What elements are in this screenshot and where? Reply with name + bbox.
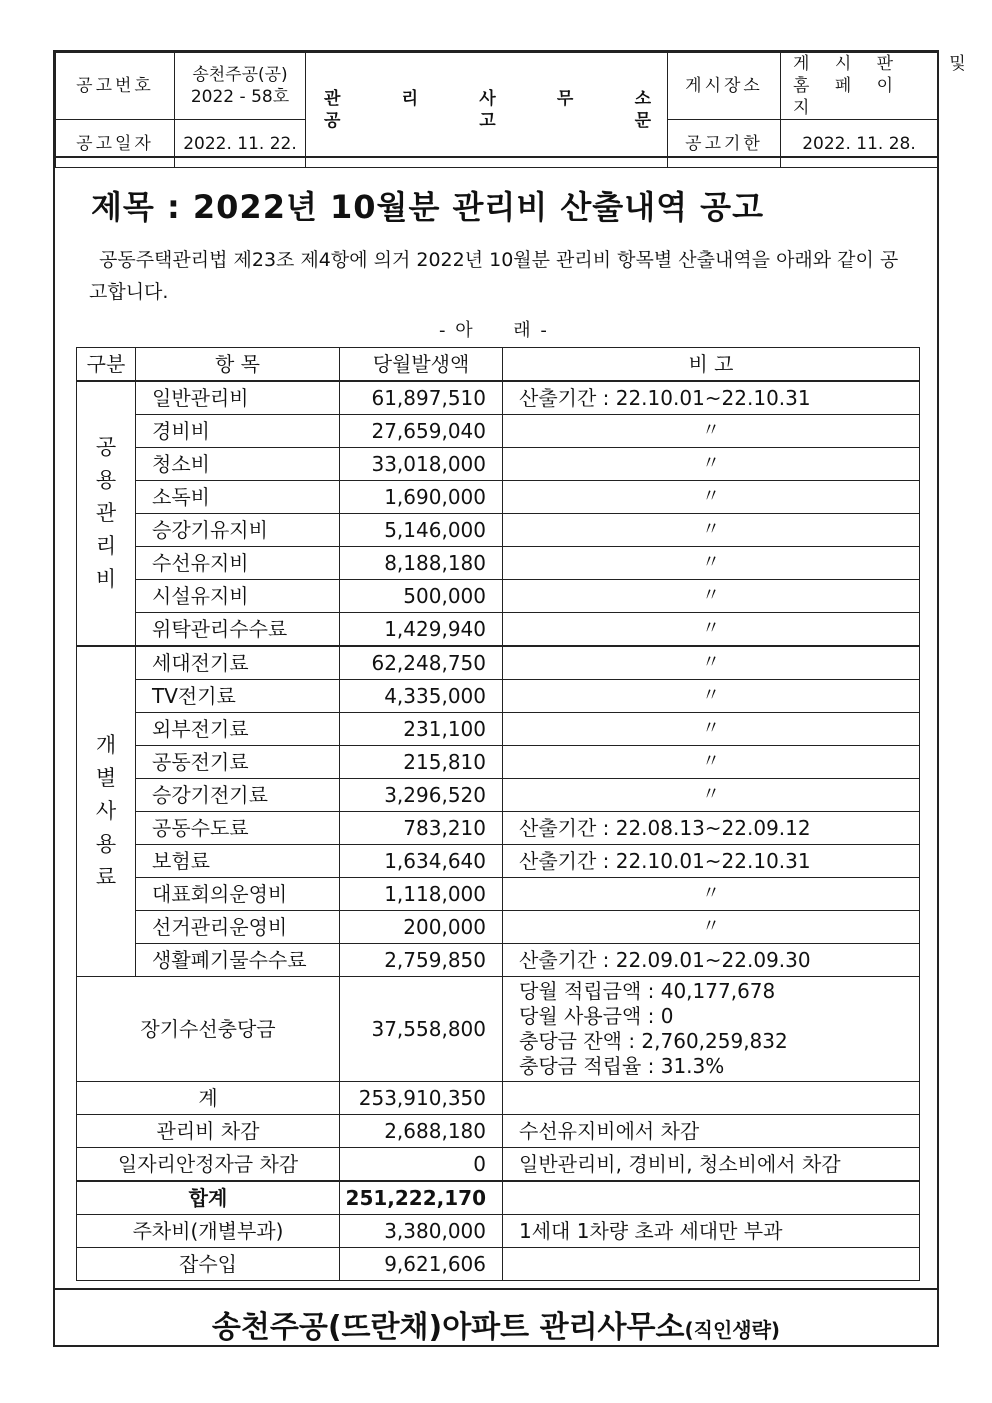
table-row [77, 680, 920, 713]
deduction-row [77, 1115, 920, 1148]
row-amount: 215,810 [340, 746, 503, 779]
row-note: 〃 [503, 415, 920, 448]
notice-title-char: 공 [324, 111, 341, 131]
notice-title-char: 고 [479, 111, 496, 131]
individual-rows [77, 646, 920, 977]
row-item: 세대전기료 [136, 646, 340, 680]
row-amount: 1,429,940 [340, 613, 503, 647]
row-item: 경비비 [136, 415, 340, 448]
deadline-value: 2022. 11. 28. [781, 120, 938, 168]
notice-date-value: 2022. 11. 22. [175, 120, 306, 168]
subtotal-item: 계 [77, 1082, 340, 1115]
reserve-notes [503, 977, 920, 1082]
posting-place-value [781, 53, 976, 120]
row-note: 〃 [503, 448, 920, 481]
row-amount: 33,018,000 [340, 448, 503, 481]
row-item: 일반관리비 [136, 381, 340, 415]
row-note: 〃 [503, 713, 920, 746]
row-note: 〃 [503, 481, 920, 514]
table-header-row [77, 348, 920, 382]
col-header-note: 비 고 [503, 348, 920, 382]
category-char: 용 [95, 832, 117, 856]
row-amount: 500,000 [340, 580, 503, 613]
notice-no-value [175, 53, 306, 120]
row-item: 보험료 [136, 845, 340, 878]
notice-subject: 제목 : 2022년 10월분 관리비 산출내역 공고 [91, 188, 765, 226]
posting-place-line2: 홈 페 이 지 [793, 76, 904, 118]
parking-note: 1세대 1차량 초과 세대만 부과 [503, 1215, 920, 1248]
total-row [77, 1181, 920, 1215]
job-subsidy-item: 일자리안정자금 차감 [77, 1148, 340, 1182]
row-item: 공동수도료 [136, 812, 340, 845]
job-subsidy-row [77, 1148, 920, 1182]
job-subsidy-amount: 0 [340, 1148, 503, 1182]
table-row [77, 415, 920, 448]
deduction-item: 관리비 차감 [77, 1115, 340, 1148]
header-divider [55, 156, 937, 158]
footer-seal-note: (직인생략) [684, 1318, 781, 1342]
category-char: 공 [95, 435, 117, 459]
reserve-note-line: 당월 사용금액 : 0 [519, 1004, 674, 1028]
col-header-item: 항 목 [136, 348, 340, 382]
row-note: 〃 [503, 779, 920, 812]
misc-income-row [77, 1248, 920, 1281]
reserve-item: 장기수선충당금 [77, 977, 340, 1082]
job-subsidy-note: 일반관리비, 경비비, 청소비에서 차감 [503, 1148, 920, 1182]
row-amount: 27,659,040 [340, 415, 503, 448]
row-note: 〃 [503, 646, 920, 680]
intro-paragraph [89, 244, 909, 308]
row-amount: 3,296,520 [340, 779, 503, 812]
category-char: 관 [95, 501, 117, 525]
row-item: TV전기료 [136, 680, 340, 713]
row-item: 수선유지비 [136, 547, 340, 580]
deadline-label: 공고기한 [668, 120, 781, 168]
row-note: 〃 [503, 613, 920, 647]
category-char: 사 [95, 799, 117, 823]
row-item: 생활폐기물수수료 [136, 944, 340, 977]
row-note: 산출기간 : 22.10.01~22.10.31 [503, 845, 920, 878]
row-item: 공동전기료 [136, 746, 340, 779]
posting-place-line1: 게 시 판 및 [793, 54, 976, 74]
row-item: 시설유지비 [136, 580, 340, 613]
category-char: 비 [95, 567, 117, 591]
table-row [77, 878, 920, 911]
row-amount: 200,000 [340, 911, 503, 944]
reserve-row [77, 977, 920, 1082]
fee-table [76, 347, 920, 1281]
reserve-note-line: 충당금 잔액 : 2,760,259,832 [519, 1029, 788, 1053]
table-row [77, 911, 920, 944]
office-title-char: 사 [479, 89, 496, 109]
reserve-note-line: 당월 적립금액 : 40,177,678 [519, 979, 776, 1003]
header-table [55, 52, 976, 168]
deduction-note: 수선유지비에서 차감 [503, 1115, 920, 1148]
table-row [77, 547, 920, 580]
category-char: 용 [95, 468, 117, 492]
office-title [306, 88, 667, 110]
row-item: 위탁관리수수료 [136, 613, 340, 647]
subtotal-note [503, 1082, 920, 1115]
row-amount: 1,634,640 [340, 845, 503, 878]
footer-office: 송천주공(뜨란채)아파트 관리사무소 [211, 1310, 685, 1345]
office-title-char: 소 [634, 89, 651, 109]
row-amount: 783,210 [340, 812, 503, 845]
table-row [77, 613, 920, 647]
notice-title-char: 문 [634, 111, 651, 131]
row-note: 〃 [503, 911, 920, 944]
row-note: 〃 [503, 547, 920, 580]
table-row [77, 812, 920, 845]
row-note: 〃 [503, 680, 920, 713]
category-char: 개 [95, 733, 117, 757]
office-title-char: 관 [324, 89, 341, 109]
table-row [77, 481, 920, 514]
subtotal-row [77, 1082, 920, 1115]
category-cell [77, 381, 136, 646]
category-char: 료 [95, 865, 117, 889]
row-amount: 61,897,510 [340, 381, 503, 415]
table-row [77, 845, 920, 878]
reserve-amount: 37,558,800 [340, 977, 503, 1082]
notice-title [306, 110, 667, 132]
row-note: 산출기간 : 22.08.13~22.09.12 [503, 812, 920, 845]
reserve-note-line: 충당금 적립율 : 31.3% [519, 1054, 725, 1078]
total-item: 합계 [77, 1181, 340, 1215]
category-cell [77, 646, 136, 977]
office-title-char: 무 [556, 89, 574, 109]
category-char: 리 [95, 534, 117, 558]
row-item: 소독비 [136, 481, 340, 514]
row-amount: 1,118,000 [340, 878, 503, 911]
deduction-amount: 2,688,180 [340, 1115, 503, 1148]
table-row [77, 381, 920, 415]
row-amount: 1,690,000 [340, 481, 503, 514]
footer-divider [55, 1288, 937, 1290]
below-label: - 아 래 - [439, 320, 549, 341]
row-item: 외부전기료 [136, 713, 340, 746]
row-note: 〃 [503, 514, 920, 547]
misc-income-item: 잡수입 [77, 1248, 340, 1281]
table-row [77, 646, 920, 680]
table-row [77, 448, 920, 481]
row-item: 승강기유지비 [136, 514, 340, 547]
notice-date-label: 공고일자 [56, 120, 175, 168]
table-row [77, 713, 920, 746]
row-amount: 8,188,180 [340, 547, 503, 580]
subtotal-amount: 253,910,350 [340, 1082, 503, 1115]
row-amount: 62,248,750 [340, 646, 503, 680]
table-row [77, 514, 920, 547]
row-item: 승강기전기료 [136, 779, 340, 812]
row-note: 산출기간 : 22.10.01~22.10.31 [503, 381, 920, 415]
row-item: 청소비 [136, 448, 340, 481]
parking-row [77, 1215, 920, 1248]
category-char: 별 [95, 766, 117, 790]
row-item: 대표회의운영비 [136, 878, 340, 911]
parking-amount: 3,380,000 [340, 1215, 503, 1248]
table-row [77, 944, 920, 977]
row-amount: 231,100 [340, 713, 503, 746]
notice-heading [306, 53, 668, 168]
notice-no-label: 공고번호 [56, 53, 175, 120]
row-amount: 4,335,000 [340, 680, 503, 713]
common-rows [77, 381, 920, 646]
col-header-category: 구분 [77, 348, 136, 382]
notice-frame [53, 50, 976, 1347]
parking-item: 주차비(개별부과) [77, 1215, 340, 1248]
total-note [503, 1181, 920, 1215]
table-row [77, 746, 920, 779]
row-amount: 5,146,000 [340, 514, 503, 547]
notice-no-line1: 송천주공(공) [192, 65, 288, 85]
row-item: 선거관리운영비 [136, 911, 340, 944]
misc-income-amount: 9,621,606 [340, 1248, 503, 1281]
col-header-amount: 당월발생액 [340, 348, 503, 382]
row-note: 〃 [503, 580, 920, 613]
table-row [77, 580, 920, 613]
misc-income-note [503, 1248, 920, 1281]
intro-text: 공동주택관리법 제23조 제4항에 의거 2022년 10월분 관리비 항목별 산출내역을 아래와 같이 공고합니다. [89, 249, 899, 303]
table-row [77, 779, 920, 812]
row-note: 산출기간 : 22.09.01~22.09.30 [503, 944, 920, 977]
row-note: 〃 [503, 746, 920, 779]
total-amount: 251,222,170 [340, 1181, 503, 1215]
footer-signature [55, 1302, 937, 1346]
row-amount: 2,759,850 [340, 944, 503, 977]
office-title-char: 리 [401, 89, 419, 109]
notice-no-line2: 2022 - 58호 [190, 87, 290, 107]
posting-place-label: 게시장소 [668, 53, 781, 120]
row-note: 〃 [503, 878, 920, 911]
